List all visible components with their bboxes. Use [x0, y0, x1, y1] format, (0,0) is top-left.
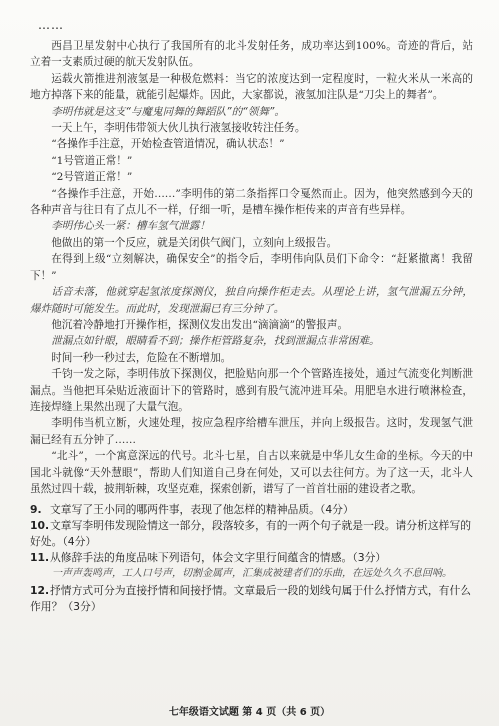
question-11 [30, 550, 473, 566]
passage-paragraph-5: “各操作手注意，开始检查管道情况，确认状态！” [51, 138, 285, 151]
question-text: 文章写李明伟发现险情这一部分，段落较多，有的一两个句子就是一段。请分析这样写的好处。（4分） [30, 519, 472, 549]
passage-paragraph-2: 运载火箭推进剂液氢是一种极危燃料：当它的浓度达到一定程度时，一粒火米从一米高的地方掉落下来的能量，就能引起爆炸。因此，大家都说，液氢加注队是“刀尖上的舞者”。 [30, 72, 473, 102]
passage-paragraph-9: 李明伟心头一紧：槽车氢气泄露！ [51, 220, 211, 233]
questions-section [30, 502, 473, 615]
passage-paragraph-18: “北斗”，一个寓意深远的代号。北斗七星，自古以来就是中华儿女生命的坐标。今天的中国北斗就像“天外慧眼”，帮助人们知道自己身在何处，又可以去往何方。为了这一天，北斗人虽然过四十载，披荆斩棘，攻坚克难，探索创新，谱写了一首首壮丽的建设者之歌。 [30, 450, 473, 495]
passage-paragraph-1: 西昌卫星发射中心执行了我国所有的北斗发射任务，成功率达到100%。奇迹的背后，站立着一支素质过硬的航天发射队伍。 [30, 40, 473, 69]
question-10 [30, 518, 473, 550]
passage-paragraph-8: “各操作手注意，开始……”李明伟的第二条指挥口令戛然而止。因为，他突然感到今天的各种声音与往日有了点儿不一样，仔细一听，是槽车操作柜传来的声音有些异样。 [30, 187, 473, 217]
passage-paragraph-11: 在得到上级“立刻解决，确保安全”的指令后，李明伟向队员们下命令：“赶紧撤离！我留下！” [30, 253, 473, 282]
question-text: 抒情方式可分为直接抒情和间接抒情。文章最后一段的划线句属于什么抒情方式，有什么作用？（3分） [30, 584, 472, 614]
passage-paragraph-17: 李明伟当机立断，火速处理，按应急程序给槽车泄压，并向上级报告。这时，发现氢气泄漏已经有五分钟了…… [30, 417, 473, 446]
passage-paragraph-12: 话音未落，他就穿起氢浓度探测仪，独自向操作柜走去。从理论上讲，氢气泄漏五分钟，爆炸随时可能发生。而此时，发现泄漏已有三分钟了。 [30, 286, 473, 315]
passage-paragraph-6: “1号管道正常！” [51, 154, 133, 167]
question-text: 文章写了王小同的哪两件事，表现了他怎样的精神品质。（4分） [50, 503, 354, 517]
passage-paragraph-4: 一天上午，李明伟带领大伙儿执行液氢接收转注任务。 [51, 122, 306, 135]
passage-paragraph-10: 他做出的第一个反应，就是关闭供气阀门，立刻向上级报告。 [51, 236, 338, 249]
passage-paragraph-3: 李明伟就是这支“与魔鬼同舞的舞蹈队”的“领舞”。 [51, 105, 286, 118]
passage [30, 38, 473, 497]
question-9 [30, 502, 473, 518]
question-11-quoted-sentence: 一声声轰鸣声，工人口号声，切割金属声，汇集成被建者们的乐曲，在远处久久不息回响。 [52, 568, 452, 580]
passage-paragraph-16: 千钧一发之际，李明伟放下探测仪，把脸贴向那一个个管路连接处，通过气流变化判断泄漏点。当他把耳朵贴近液面计下的管路时，感到有股气流冲进耳朵。用肥皂水进行喷淋检查，连接焊缝上果然出现了大量气泡。 [30, 368, 473, 413]
question-12 [30, 583, 473, 615]
question-number: 9. [30, 503, 42, 517]
passage-paragraph-15: 时间一秒一秒过去，危险在不断增加。 [51, 351, 232, 364]
question-number: 12. [30, 584, 50, 598]
question-text: 从修辞手法的角度品味下列语句，体会文字里行间蕴含的情感。（3分） [50, 551, 387, 565]
ellipsis: …… [38, 18, 64, 32]
passage-paragraph-7: “2号管道正常！” [51, 171, 133, 184]
passage-paragraph-14: 泄漏点如针眼，眼睛看不到；操作柜管路复杂，找到泄漏点非常困难。 [51, 335, 380, 348]
question-number: 11. [30, 551, 50, 565]
passage-paragraph-13: 他沉着冷静地打开操作柜，探测仪发出发出“滴滴滴”的警报声。 [51, 318, 349, 331]
question-number: 10. [30, 519, 50, 533]
page-footer: 七年级语文试题 第 4 页（共 6 页） [168, 707, 331, 718]
